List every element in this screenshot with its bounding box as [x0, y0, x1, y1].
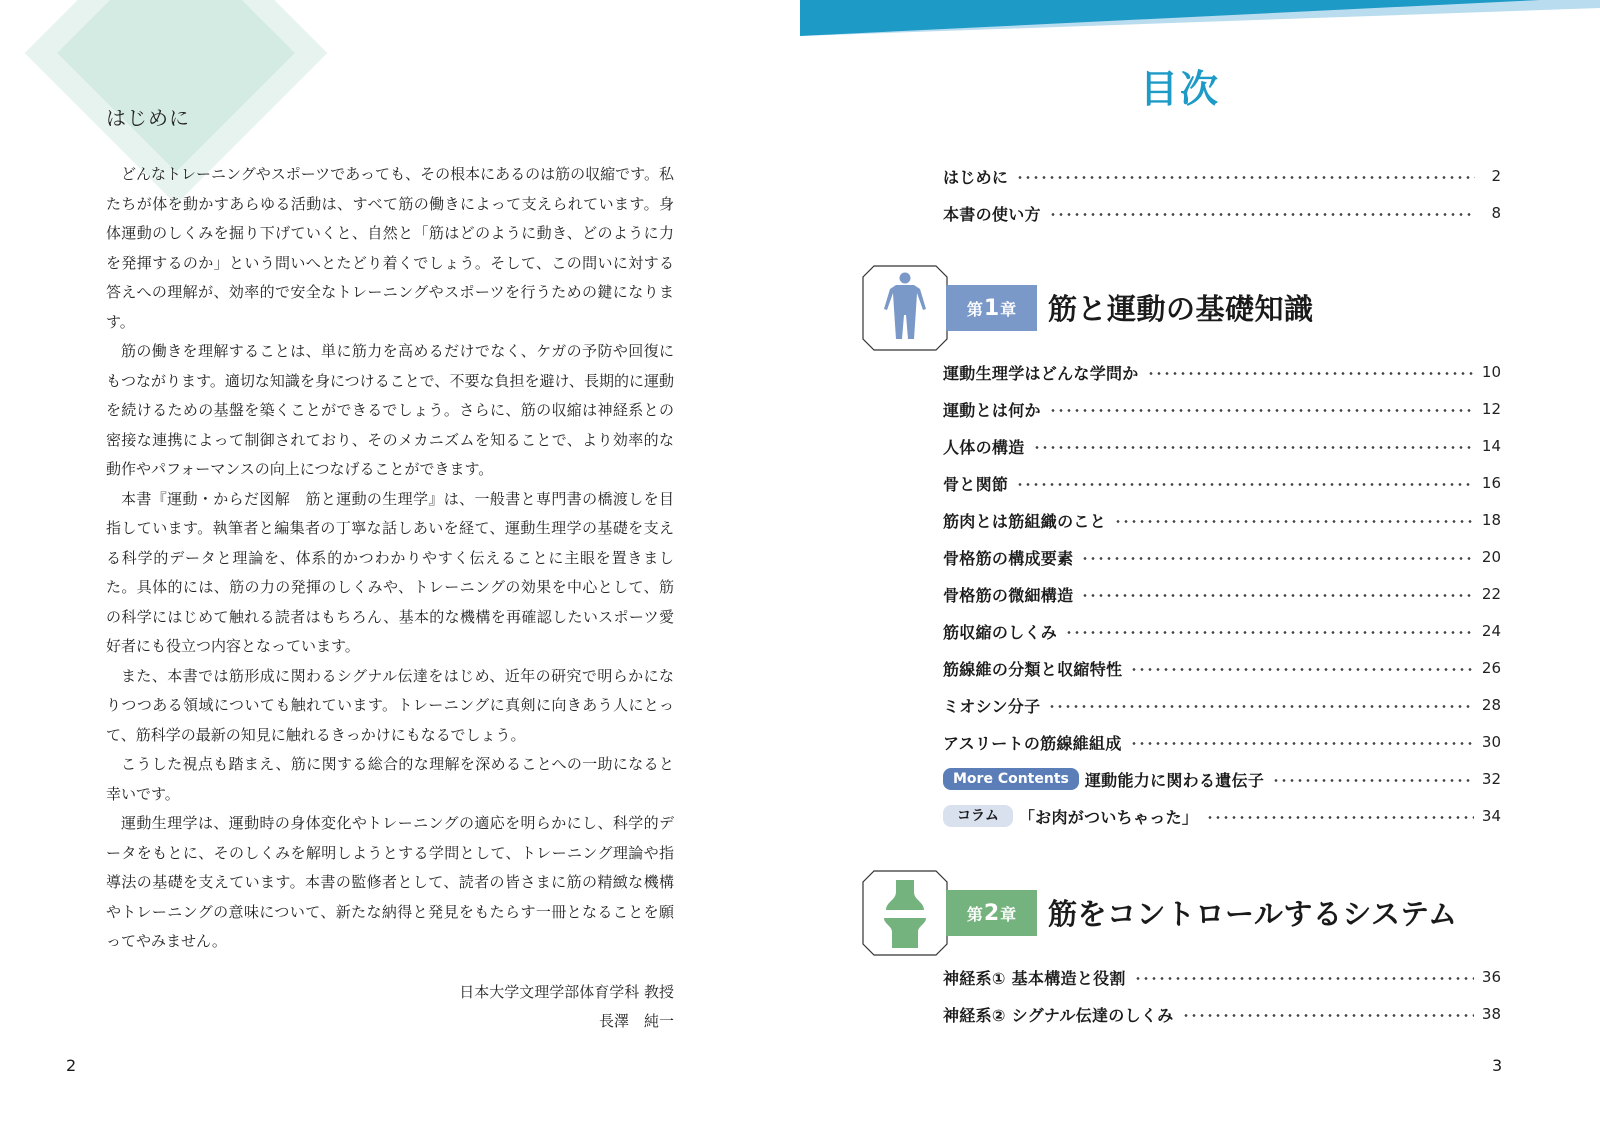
- toc-entry[interactable]: [943, 728, 1501, 756]
- toc-entry-more-contents[interactable]: [943, 765, 1501, 793]
- toc-entry[interactable]: [943, 506, 1501, 534]
- leader-dots: [1206, 816, 1474, 819]
- toc-entry-label: 神経系② シグナル伝達のしくみ: [943, 1005, 1174, 1025]
- badge-number: 2: [983, 900, 1000, 926]
- toc-entry-label: 運動生理学はどんな学問か: [943, 363, 1139, 383]
- intro-paragraph: こうした視点も踏まえ、筋に関する総合的な理解を深めることへの一助になると幸いです。: [106, 755, 674, 803]
- page-number-left: 2: [66, 1056, 77, 1075]
- leader-dots: [1016, 483, 1474, 486]
- badge-number: 1: [983, 295, 1000, 321]
- toc-entry-label: アスリートの筋線維組成: [943, 733, 1122, 753]
- intro-heading: はじめに: [106, 106, 190, 130]
- toc-entry-page: 36: [1481, 968, 1501, 986]
- toc-entry-page: 26: [1481, 659, 1501, 677]
- decorative-diamond-inner: [57, 0, 295, 172]
- toc-entry-page: 24: [1481, 622, 1501, 640]
- signature-name: 長澤 純一: [598, 1012, 674, 1030]
- toc-entry-label: 筋肉とは筋組織のこと: [943, 511, 1107, 531]
- leader-dots: [1130, 742, 1474, 745]
- toc-entry-page: 38: [1481, 1005, 1501, 1023]
- toc-entry-page: 20: [1481, 548, 1501, 566]
- toc-entry[interactable]: [943, 1000, 1501, 1028]
- leader-dots: [1049, 213, 1475, 216]
- toc-entry-label: 「お肉がついちゃった」: [1018, 807, 1199, 827]
- badge-prefix: 第: [966, 299, 983, 319]
- toc-entry[interactable]: [943, 358, 1501, 386]
- toc-entry-label: 人体の構造: [943, 437, 1025, 457]
- leader-dots: [1049, 409, 1474, 412]
- toc-entry-page: 32: [1481, 770, 1501, 788]
- toc-entry[interactable]: [943, 469, 1501, 497]
- toc-entry-label: 本書の使い方: [943, 204, 1041, 224]
- leader-dots: [1147, 372, 1474, 375]
- toc-entry-label: 骨格筋の微細構造: [943, 585, 1074, 605]
- chapter-1-title: 筋と運動の基礎知識: [1048, 292, 1314, 326]
- column-tag: コラム: [943, 805, 1013, 827]
- toc-entry-page: 34: [1481, 807, 1501, 825]
- leader-dots: [1065, 631, 1474, 634]
- chapter-2-badge: [946, 890, 1037, 936]
- leader-dots: [1048, 705, 1474, 708]
- toc-title: 目次: [1139, 67, 1220, 111]
- chapter-2-title: 筋をコントロールするシステム: [1048, 897, 1458, 931]
- right-page: [800, 0, 1600, 1134]
- toc-entry-label: 筋収縮のしくみ: [943, 622, 1058, 642]
- more-contents-tag: More Contents: [943, 768, 1079, 790]
- toc-entry-page: 22: [1481, 585, 1501, 603]
- toc-entry-column[interactable]: [943, 802, 1501, 830]
- toc-entry[interactable]: [943, 580, 1501, 608]
- toc-entry[interactable]: [943, 963, 1501, 991]
- chapter-2-header[interactable]: [862, 870, 1502, 956]
- toc-entry[interactable]: [943, 432, 1501, 460]
- toc-entry-label: 骨格筋の構成要素: [943, 548, 1074, 568]
- leader-dots: [1081, 557, 1474, 560]
- toc-entry[interactable]: [943, 691, 1501, 719]
- toc-entry-label: 運動能力に関わる遺伝子: [1084, 770, 1265, 790]
- top-band-decoration: [800, 0, 1600, 40]
- toc-entry-page: 28: [1481, 696, 1501, 714]
- leader-dots: [1130, 668, 1474, 671]
- badge-suffix: 章: [1000, 299, 1017, 319]
- toc-entry-page: 8: [1491, 204, 1501, 222]
- badge-prefix: 第: [966, 904, 983, 924]
- chapter-1-badge: [946, 285, 1037, 331]
- toc-entry[interactable]: [943, 617, 1501, 645]
- signature-affiliation: 日本大学文理学部体育学科 教授: [459, 983, 674, 1001]
- toc-entry-label: 筋線維の分類と収縮特性: [943, 659, 1123, 679]
- leader-dots: [1033, 446, 1474, 449]
- toc-entry-page: 2: [1491, 167, 1501, 185]
- toc-entry-how-to-use[interactable]: [943, 199, 1501, 227]
- leader-dots: [1114, 520, 1474, 523]
- toc-entry-label: ミオシン分子: [943, 696, 1041, 716]
- human-body-icon: [862, 265, 948, 351]
- page-number-right: 3: [1492, 1056, 1503, 1075]
- toc-entry[interactable]: [943, 543, 1501, 571]
- toc-entry-page: 16: [1481, 474, 1501, 492]
- toc-entry-label: 骨と関節: [943, 474, 1009, 494]
- toc-entry-page: 14: [1481, 437, 1501, 455]
- badge-suffix: 章: [1000, 904, 1017, 924]
- chapter-1-header[interactable]: [862, 265, 1502, 351]
- leader-dots: [1134, 977, 1474, 980]
- toc-entry[interactable]: [943, 654, 1501, 682]
- toc-entry-page: 10: [1481, 363, 1501, 381]
- intro-paragraph: また、本書では筋形成に関わるシグナル伝達をはじめ、近年の研究で明らかになりつつある領域についても触れています。トレーニングに真剣に向きあう人にとって、筋科学の最新の知見に触れるきっかけにもなるでしょう。: [106, 666, 674, 744]
- intro-paragraph: どんなトレーニングやスポーツであっても、その根本にあるのは筋の収縮です。私たちが体を動かすあらゆる活動は、すべて筋の働きによって支えられています。身体運動のしくみを掘り下げていくと、自然と「筋はどのように動き、どのように力を発揮するのか」という問いへとたどり着くでしょう。そして、この問いに対する答えへの理解が、効率的で安全なトレーニングやスポーツを行うための鍵になります。: [106, 165, 674, 331]
- intro-paragraph: 運動生理学は、運動時の身体変化やトレーニングの適応を明らかにし、科学的データをもとに、そのしくみを解明しようとする学問として、トレーニング理論や指導法の基礎を支えています。本書の監修者として、読者の皆さまに筋の精緻な機構やトレーニングの意味について、新たな納得と発見をもたらす一冊となることを願ってやみません。: [106, 814, 674, 950]
- toc-entry-label: 神経系① 基本構造と役割: [943, 968, 1126, 988]
- toc-entry-page: 30: [1481, 733, 1501, 751]
- toc-entry-label: 運動とは何か: [943, 400, 1041, 420]
- leader-dots: [1081, 594, 1474, 597]
- toc-entry[interactable]: [943, 395, 1501, 423]
- toc-entry-intro[interactable]: [943, 162, 1501, 190]
- leader-dots: [1182, 1014, 1474, 1017]
- intro-paragraph: 本書『運動・からだ図解 筋と運動の生理学』は、一般書と専門書の橋渡しを目指しています。執筆者と編集者の丁寧な話しあいを経て、運動生理学の基礎を支える科学的データと理論を、体系的かつわかりやすく伝えることに主眼を置きました。具体的には、筋の力の発揮のしくみや、トレーニングの効果を中心として、筋の科学にはじめて触れる読者はもちろん、基本的な機構を再確認したいスポーツ愛好者にも役立つ内容となっています。: [106, 489, 674, 655]
- leader-dots: [1016, 176, 1475, 179]
- synapse-icon: [862, 870, 948, 956]
- toc-entry-page: 12: [1481, 400, 1501, 418]
- intro-body: [106, 160, 674, 957]
- intro-paragraph: 筋の働きを理解することは、単に筋力を高めるだけでなく、ケガの予防や回復にもつながります。適切な知識を身につけることで、不要な負担を避け、長期的に運動を続けるための基盤を築くことができるでしょう。さらに、筋の収縮は神経系との密接な連携によって制御されており、そのメカニズムを知ることで、より効率的な動作やパフォーマンスの向上につなげることができます。: [106, 342, 674, 478]
- toc-entry-page: 18: [1481, 511, 1501, 529]
- signature: [459, 978, 674, 1036]
- toc-entry-label: はじめに: [943, 167, 1009, 187]
- leader-dots: [1272, 779, 1474, 782]
